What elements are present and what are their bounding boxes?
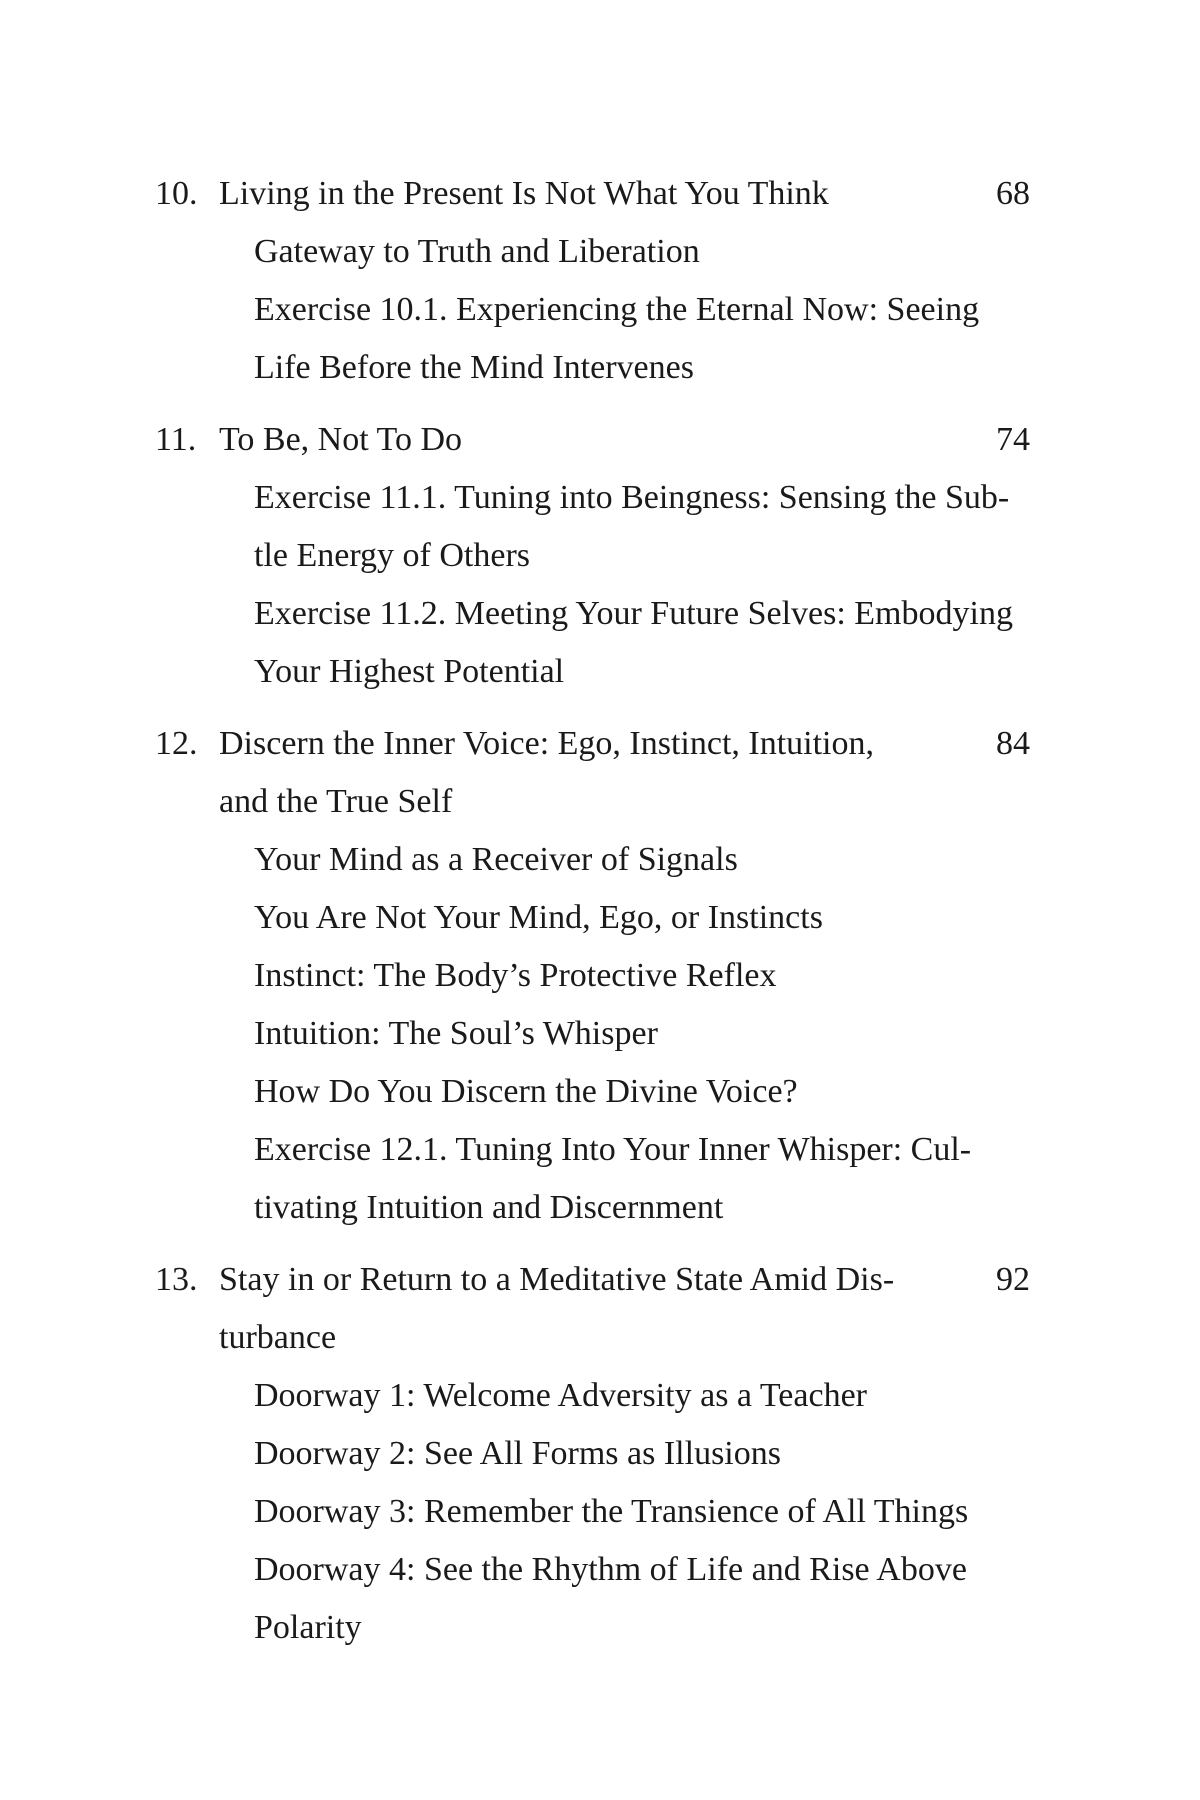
chapter-number: 10. xyxy=(155,175,198,212)
toc-entry: Doorway 4: See the Rhythm of Life and Rise Above xyxy=(254,1551,967,1588)
toc-entry: How Do You Discern the Divine Voice? xyxy=(254,1073,798,1110)
chapter-title: To Be, Not To Do xyxy=(219,421,462,458)
toc-entry: Exercise 11.2. Meeting Your Future Selves: Embodying xyxy=(254,595,1013,632)
toc-entry: Gateway to Truth and Liberation xyxy=(254,233,700,270)
toc-entry: Polarity xyxy=(254,1609,362,1646)
chapter-number: 11. xyxy=(155,421,197,458)
toc-entry: Exercise 10.1. Experiencing the Eternal Now: Seeing xyxy=(254,291,980,328)
chapter-number: 12. xyxy=(155,725,198,762)
toc-entry: Your Mind as a Receiver of Signals xyxy=(254,841,738,878)
chapter-page-number: 74 xyxy=(996,421,1030,458)
chapter-title: Stay in or Return to a Meditative State Amid Dis- xyxy=(219,1261,895,1298)
toc-entry: tle Energy of Others xyxy=(254,537,531,574)
toc-entry: Life Before the Mind Intervenes xyxy=(254,349,694,386)
toc-entry: Doorway 2: See All Forms as Illusions xyxy=(254,1435,781,1472)
chapter-page-number: 92 xyxy=(996,1261,1030,1298)
toc-entry: Doorway 3: Remember the Transience of All Things xyxy=(254,1493,969,1530)
chapter-title: Discern the Inner Voice: Ego, Instinct, Intuition, xyxy=(219,725,874,762)
toc-entry: You Are Not Your Mind, Ego, or Instincts xyxy=(254,899,823,936)
chapter-title-continued: turbance xyxy=(219,1319,337,1356)
chapter-title-continued: and the True Self xyxy=(219,783,453,820)
toc-entry: Doorway 1: Welcome Adversity as a Teacher xyxy=(254,1377,867,1414)
chapter-page-number: 68 xyxy=(996,175,1030,212)
chapter-title: Living in the Present Is Not What You Think xyxy=(219,175,829,212)
chapter-page-number: 84 xyxy=(996,725,1030,762)
toc-entry: Instinct: The Body’s Protective Reflex xyxy=(254,957,777,994)
toc-entry: tivating Intuition and Discernment xyxy=(254,1189,724,1226)
toc-entry: Exercise 11.1. Tuning into Beingness: Sensing the Sub- xyxy=(254,479,1010,516)
chapter-number: 13. xyxy=(155,1261,198,1298)
toc-entry: Exercise 12.1. Tuning Into Your Inner Whisper: Cul- xyxy=(254,1131,972,1168)
toc-entry: Your Highest Potential xyxy=(254,653,565,690)
toc-entry: Intuition: The Soul’s Whisper xyxy=(254,1015,658,1052)
